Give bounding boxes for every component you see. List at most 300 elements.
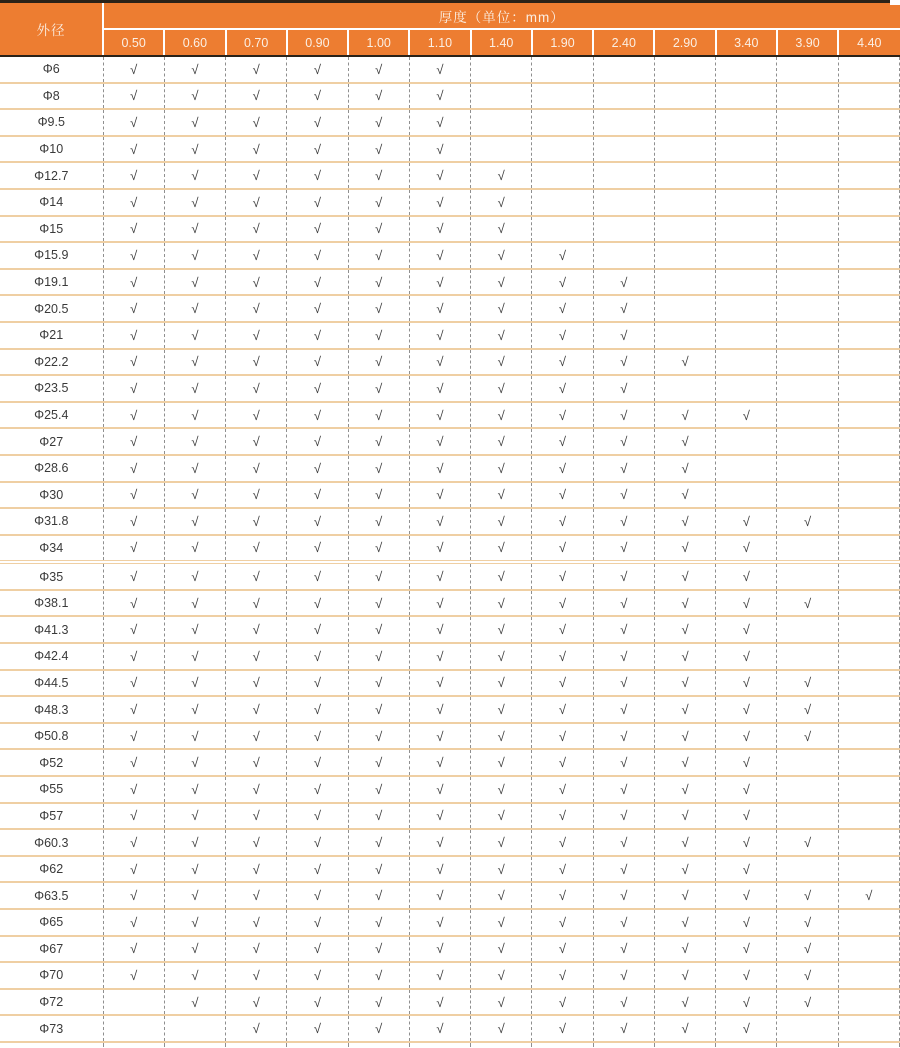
check-cell-checked: √ bbox=[348, 349, 409, 376]
check-cell-checked: √ bbox=[654, 909, 715, 936]
check-cell-checked: √ bbox=[287, 375, 348, 402]
check-cell-checked: √ bbox=[348, 882, 409, 909]
thickness-col-header: 3.40 bbox=[716, 29, 777, 56]
check-cell-empty bbox=[471, 56, 532, 83]
check-cell-empty bbox=[838, 829, 899, 856]
table-row bbox=[0, 109, 900, 136]
table-row bbox=[0, 643, 900, 670]
check-cell-checked: √ bbox=[409, 670, 470, 697]
check-cell-checked: √ bbox=[348, 482, 409, 509]
check-cell-checked: √ bbox=[593, 482, 654, 509]
check-cell-checked: √ bbox=[164, 723, 225, 750]
diameter-cell: Φ50.8 bbox=[0, 723, 103, 750]
partial-cell bbox=[532, 1042, 593, 1047]
check-cell-checked: √ bbox=[103, 909, 164, 936]
check-cell-checked: √ bbox=[164, 882, 225, 909]
check-cell-checked: √ bbox=[287, 189, 348, 216]
thickness-col-header: 1.90 bbox=[532, 29, 593, 56]
check-cell-checked: √ bbox=[409, 856, 470, 883]
check-cell-checked: √ bbox=[226, 829, 287, 856]
check-cell-checked: √ bbox=[164, 962, 225, 989]
check-cell-empty bbox=[593, 162, 654, 189]
check-cell-checked: √ bbox=[471, 402, 532, 429]
check-cell-empty bbox=[838, 962, 899, 989]
diameter-cell: Φ15 bbox=[0, 216, 103, 243]
check-cell-empty bbox=[838, 643, 899, 670]
check-cell-checked: √ bbox=[409, 696, 470, 723]
check-cell-empty bbox=[654, 56, 715, 83]
check-cell-checked: √ bbox=[593, 749, 654, 776]
partial-cell bbox=[716, 1042, 777, 1047]
check-cell-checked: √ bbox=[348, 402, 409, 429]
check-cell-checked: √ bbox=[287, 882, 348, 909]
check-cell-checked: √ bbox=[287, 83, 348, 110]
check-cell-checked: √ bbox=[409, 803, 470, 830]
check-cell-checked: √ bbox=[532, 508, 593, 535]
partial-cell bbox=[471, 1042, 532, 1047]
check-cell-checked: √ bbox=[409, 295, 470, 322]
check-cell-checked: √ bbox=[164, 83, 225, 110]
check-cell-empty bbox=[777, 242, 838, 269]
check-cell-checked: √ bbox=[226, 776, 287, 803]
check-cell-empty bbox=[838, 776, 899, 803]
check-cell-empty bbox=[838, 616, 899, 643]
check-cell-checked: √ bbox=[103, 56, 164, 83]
diameter-cell: Φ28.6 bbox=[0, 455, 103, 482]
check-cell-checked: √ bbox=[226, 242, 287, 269]
check-cell-checked: √ bbox=[471, 455, 532, 482]
check-cell-checked: √ bbox=[471, 856, 532, 883]
check-cell-empty bbox=[838, 1015, 899, 1042]
check-cell-empty bbox=[593, 189, 654, 216]
check-cell-checked: √ bbox=[226, 482, 287, 509]
check-cell-empty bbox=[838, 696, 899, 723]
check-cell-checked: √ bbox=[287, 936, 348, 963]
check-cell-checked: √ bbox=[777, 989, 838, 1016]
check-cell-checked: √ bbox=[532, 455, 593, 482]
check-cell-empty bbox=[716, 455, 777, 482]
check-cell-checked: √ bbox=[654, 428, 715, 455]
table-row bbox=[0, 269, 900, 296]
check-cell-checked: √ bbox=[654, 829, 715, 856]
table-row bbox=[0, 590, 900, 617]
check-cell-empty bbox=[654, 375, 715, 402]
check-cell-checked: √ bbox=[471, 375, 532, 402]
check-cell-empty bbox=[532, 216, 593, 243]
check-cell-checked: √ bbox=[287, 535, 348, 563]
check-cell-checked: √ bbox=[838, 882, 899, 909]
check-cell-checked: √ bbox=[164, 670, 225, 697]
check-cell-empty bbox=[777, 803, 838, 830]
partial-cell bbox=[348, 1042, 409, 1047]
check-cell-empty bbox=[777, 428, 838, 455]
check-cell-checked: √ bbox=[164, 189, 225, 216]
check-cell-checked: √ bbox=[532, 962, 593, 989]
check-cell-checked: √ bbox=[409, 189, 470, 216]
check-cell-checked: √ bbox=[226, 189, 287, 216]
check-cell-checked: √ bbox=[226, 269, 287, 296]
check-cell-empty bbox=[777, 56, 838, 83]
check-cell-checked: √ bbox=[287, 428, 348, 455]
check-cell-checked: √ bbox=[593, 322, 654, 349]
check-cell-checked: √ bbox=[716, 670, 777, 697]
check-cell-checked: √ bbox=[532, 295, 593, 322]
check-cell-checked: √ bbox=[471, 482, 532, 509]
thickness-col-header: 4.40 bbox=[838, 29, 899, 56]
check-cell-checked: √ bbox=[164, 696, 225, 723]
check-cell-checked: √ bbox=[471, 428, 532, 455]
check-cell-checked: √ bbox=[164, 562, 225, 590]
check-cell-checked: √ bbox=[409, 882, 470, 909]
check-cell-checked: √ bbox=[103, 562, 164, 590]
check-cell-checked: √ bbox=[348, 936, 409, 963]
check-cell-empty bbox=[103, 989, 164, 1016]
check-cell-checked: √ bbox=[654, 776, 715, 803]
check-cell-empty bbox=[654, 189, 715, 216]
check-cell-checked: √ bbox=[287, 136, 348, 163]
check-cell-checked: √ bbox=[164, 216, 225, 243]
check-cell-checked: √ bbox=[409, 269, 470, 296]
table-row bbox=[0, 616, 900, 643]
check-cell-checked: √ bbox=[103, 590, 164, 617]
check-cell-empty bbox=[471, 136, 532, 163]
check-cell-empty bbox=[838, 723, 899, 750]
check-cell-checked: √ bbox=[593, 455, 654, 482]
check-cell-empty bbox=[777, 616, 838, 643]
check-cell-checked: √ bbox=[654, 962, 715, 989]
check-cell-checked: √ bbox=[103, 936, 164, 963]
partial-cell bbox=[777, 1042, 838, 1047]
check-cell-empty bbox=[471, 109, 532, 136]
check-cell-checked: √ bbox=[226, 909, 287, 936]
check-cell-checked: √ bbox=[777, 882, 838, 909]
check-cell-checked: √ bbox=[226, 590, 287, 617]
check-cell-checked: √ bbox=[471, 723, 532, 750]
check-cell-checked: √ bbox=[226, 882, 287, 909]
check-cell-checked: √ bbox=[103, 643, 164, 670]
diameter-cell: Φ38.1 bbox=[0, 590, 103, 617]
check-cell-checked: √ bbox=[532, 402, 593, 429]
check-cell-empty bbox=[716, 56, 777, 83]
diameter-cell: Φ62 bbox=[0, 856, 103, 883]
check-cell-checked: √ bbox=[471, 962, 532, 989]
check-cell-checked: √ bbox=[593, 295, 654, 322]
check-cell-checked: √ bbox=[348, 1015, 409, 1042]
check-cell-checked: √ bbox=[471, 216, 532, 243]
check-cell-checked: √ bbox=[654, 882, 715, 909]
diameter-cell: Φ8 bbox=[0, 83, 103, 110]
check-cell-empty bbox=[777, 455, 838, 482]
check-cell-checked: √ bbox=[287, 562, 348, 590]
check-cell-checked: √ bbox=[777, 962, 838, 989]
check-cell-checked: √ bbox=[348, 455, 409, 482]
check-cell-empty bbox=[654, 162, 715, 189]
check-cell-empty bbox=[532, 162, 593, 189]
check-cell-checked: √ bbox=[348, 909, 409, 936]
check-cell-empty bbox=[777, 856, 838, 883]
check-cell-checked: √ bbox=[226, 696, 287, 723]
table-body bbox=[0, 56, 900, 1047]
thickness-col-header: 1.00 bbox=[348, 29, 409, 56]
table-row bbox=[0, 189, 900, 216]
diameter-cell: Φ14 bbox=[0, 189, 103, 216]
check-cell-checked: √ bbox=[409, 723, 470, 750]
check-cell-checked: √ bbox=[654, 402, 715, 429]
check-cell-checked: √ bbox=[164, 482, 225, 509]
check-cell-checked: √ bbox=[654, 696, 715, 723]
check-cell-empty bbox=[777, 162, 838, 189]
check-cell-checked: √ bbox=[226, 455, 287, 482]
check-cell-checked: √ bbox=[348, 269, 409, 296]
check-cell-checked: √ bbox=[654, 349, 715, 376]
diameter-cell: Φ34 bbox=[0, 535, 103, 563]
table-row bbox=[0, 242, 900, 269]
check-cell-checked: √ bbox=[777, 696, 838, 723]
check-cell-checked: √ bbox=[593, 269, 654, 296]
check-cell-checked: √ bbox=[287, 670, 348, 697]
diameter-cell: Φ52 bbox=[0, 749, 103, 776]
check-cell-checked: √ bbox=[654, 482, 715, 509]
diameter-cell: Φ42.4 bbox=[0, 643, 103, 670]
check-cell-checked: √ bbox=[593, 1015, 654, 1042]
check-cell-empty bbox=[777, 295, 838, 322]
check-cell-checked: √ bbox=[777, 508, 838, 535]
top-right-notch bbox=[890, 0, 900, 5]
check-cell-empty bbox=[716, 136, 777, 163]
check-cell-checked: √ bbox=[164, 349, 225, 376]
check-cell-checked: √ bbox=[716, 402, 777, 429]
check-cell-checked: √ bbox=[471, 749, 532, 776]
check-cell-checked: √ bbox=[654, 670, 715, 697]
check-cell-checked: √ bbox=[287, 723, 348, 750]
check-cell-checked: √ bbox=[654, 643, 715, 670]
diameter-cell: Φ21 bbox=[0, 322, 103, 349]
check-cell-checked: √ bbox=[226, 136, 287, 163]
partial-cell bbox=[593, 1042, 654, 1047]
check-cell-empty bbox=[777, 482, 838, 509]
check-cell-checked: √ bbox=[716, 962, 777, 989]
check-cell-empty bbox=[716, 295, 777, 322]
check-cell-checked: √ bbox=[409, 162, 470, 189]
partial-cell bbox=[0, 1042, 103, 1047]
table-row bbox=[0, 829, 900, 856]
check-cell-empty bbox=[838, 322, 899, 349]
check-cell-checked: √ bbox=[287, 216, 348, 243]
check-cell-empty bbox=[593, 56, 654, 83]
check-cell-checked: √ bbox=[287, 616, 348, 643]
check-cell-checked: √ bbox=[593, 508, 654, 535]
check-cell-empty bbox=[838, 909, 899, 936]
check-cell-empty bbox=[716, 216, 777, 243]
check-cell-checked: √ bbox=[777, 590, 838, 617]
check-cell-checked: √ bbox=[409, 535, 470, 563]
check-cell-empty bbox=[838, 402, 899, 429]
check-cell-checked: √ bbox=[471, 670, 532, 697]
check-cell-empty bbox=[838, 803, 899, 830]
check-cell-checked: √ bbox=[532, 856, 593, 883]
check-cell-checked: √ bbox=[532, 590, 593, 617]
check-cell-checked: √ bbox=[532, 1015, 593, 1042]
check-cell-checked: √ bbox=[103, 402, 164, 429]
check-cell-empty bbox=[777, 402, 838, 429]
check-cell-checked: √ bbox=[532, 776, 593, 803]
check-cell-checked: √ bbox=[409, 936, 470, 963]
check-cell-checked: √ bbox=[471, 909, 532, 936]
table-row bbox=[0, 882, 900, 909]
check-cell-checked: √ bbox=[532, 696, 593, 723]
check-cell-checked: √ bbox=[471, 322, 532, 349]
check-cell-checked: √ bbox=[226, 508, 287, 535]
check-cell-checked: √ bbox=[287, 829, 348, 856]
check-cell-checked: √ bbox=[654, 936, 715, 963]
check-cell-empty bbox=[838, 749, 899, 776]
check-cell-checked: √ bbox=[103, 508, 164, 535]
check-cell-checked: √ bbox=[409, 962, 470, 989]
check-cell-checked: √ bbox=[226, 723, 287, 750]
check-cell-empty bbox=[654, 136, 715, 163]
check-cell-checked: √ bbox=[287, 56, 348, 83]
check-cell-empty bbox=[838, 508, 899, 535]
check-cell-checked: √ bbox=[287, 109, 348, 136]
diameter-cell: Φ9.5 bbox=[0, 109, 103, 136]
check-cell-empty bbox=[838, 562, 899, 590]
check-cell-checked: √ bbox=[716, 909, 777, 936]
diameter-cell: Φ12.7 bbox=[0, 162, 103, 189]
check-cell-checked: √ bbox=[348, 375, 409, 402]
check-cell-empty bbox=[532, 189, 593, 216]
check-cell-checked: √ bbox=[593, 643, 654, 670]
thickness-col-header: 0.70 bbox=[226, 29, 287, 56]
check-cell-checked: √ bbox=[164, 616, 225, 643]
check-cell-checked: √ bbox=[716, 776, 777, 803]
check-cell-checked: √ bbox=[226, 670, 287, 697]
check-cell-empty bbox=[164, 1015, 225, 1042]
check-cell-checked: √ bbox=[593, 428, 654, 455]
check-cell-checked: √ bbox=[103, 295, 164, 322]
check-cell-empty bbox=[838, 455, 899, 482]
check-cell-checked: √ bbox=[226, 428, 287, 455]
table-row bbox=[0, 428, 900, 455]
check-cell-empty bbox=[103, 1015, 164, 1042]
check-cell-checked: √ bbox=[532, 428, 593, 455]
check-cell-empty bbox=[716, 269, 777, 296]
check-cell-checked: √ bbox=[654, 989, 715, 1016]
check-cell-checked: √ bbox=[226, 1015, 287, 1042]
check-cell-empty bbox=[777, 535, 838, 563]
check-cell-empty bbox=[716, 242, 777, 269]
check-cell-checked: √ bbox=[471, 349, 532, 376]
check-cell-empty bbox=[716, 349, 777, 376]
check-cell-checked: √ bbox=[593, 562, 654, 590]
check-cell-checked: √ bbox=[226, 616, 287, 643]
diameter-cell: Φ23.5 bbox=[0, 375, 103, 402]
check-cell-checked: √ bbox=[409, 349, 470, 376]
check-cell-checked: √ bbox=[103, 428, 164, 455]
table-row bbox=[0, 856, 900, 883]
table-row bbox=[0, 349, 900, 376]
diameter-cell: Φ44.5 bbox=[0, 670, 103, 697]
check-cell-checked: √ bbox=[409, 749, 470, 776]
check-cell-checked: √ bbox=[532, 882, 593, 909]
check-cell-empty bbox=[838, 989, 899, 1016]
check-cell-checked: √ bbox=[409, 109, 470, 136]
check-cell-empty bbox=[777, 322, 838, 349]
check-cell-checked: √ bbox=[777, 723, 838, 750]
check-cell-checked: √ bbox=[348, 643, 409, 670]
thickness-col-header: 0.60 bbox=[164, 29, 225, 56]
check-cell-checked: √ bbox=[164, 535, 225, 563]
check-cell-checked: √ bbox=[103, 482, 164, 509]
diameter-cell: Φ10 bbox=[0, 136, 103, 163]
check-cell-checked: √ bbox=[287, 749, 348, 776]
diameter-cell: Φ73 bbox=[0, 1015, 103, 1042]
check-cell-empty bbox=[716, 322, 777, 349]
check-cell-checked: √ bbox=[654, 455, 715, 482]
check-cell-checked: √ bbox=[348, 189, 409, 216]
thickness-group-header: 厚度（单位：mm） bbox=[103, 2, 900, 30]
check-cell-checked: √ bbox=[471, 508, 532, 535]
check-cell-checked: √ bbox=[409, 1015, 470, 1042]
check-cell-checked: √ bbox=[103, 349, 164, 376]
check-cell-checked: √ bbox=[409, 83, 470, 110]
diameter-cell: Φ70 bbox=[0, 962, 103, 989]
check-cell-checked: √ bbox=[409, 428, 470, 455]
check-cell-checked: √ bbox=[409, 909, 470, 936]
check-cell-checked: √ bbox=[164, 803, 225, 830]
check-cell-checked: √ bbox=[287, 803, 348, 830]
check-cell-checked: √ bbox=[593, 616, 654, 643]
diameter-cell: Φ65 bbox=[0, 909, 103, 936]
check-cell-empty bbox=[777, 643, 838, 670]
check-cell-checked: √ bbox=[103, 723, 164, 750]
check-cell-empty bbox=[532, 56, 593, 83]
check-cell-checked: √ bbox=[409, 402, 470, 429]
check-cell-checked: √ bbox=[532, 749, 593, 776]
diameter-cell: Φ20.5 bbox=[0, 295, 103, 322]
check-cell-checked: √ bbox=[471, 616, 532, 643]
check-cell-empty bbox=[838, 269, 899, 296]
check-cell-checked: √ bbox=[716, 643, 777, 670]
check-cell-checked: √ bbox=[348, 803, 409, 830]
check-cell-checked: √ bbox=[103, 776, 164, 803]
check-cell-checked: √ bbox=[164, 109, 225, 136]
check-cell-checked: √ bbox=[226, 162, 287, 189]
check-cell-checked: √ bbox=[226, 962, 287, 989]
diameter-cell: Φ55 bbox=[0, 776, 103, 803]
table-row bbox=[0, 723, 900, 750]
thickness-col-header: 2.90 bbox=[654, 29, 715, 56]
check-cell-checked: √ bbox=[164, 455, 225, 482]
check-cell-empty bbox=[654, 322, 715, 349]
check-cell-checked: √ bbox=[348, 216, 409, 243]
check-cell-checked: √ bbox=[716, 989, 777, 1016]
check-cell-checked: √ bbox=[226, 749, 287, 776]
table-row bbox=[0, 749, 900, 776]
check-cell-checked: √ bbox=[103, 162, 164, 189]
check-cell-empty bbox=[777, 216, 838, 243]
check-cell-checked: √ bbox=[409, 562, 470, 590]
check-cell-checked: √ bbox=[409, 455, 470, 482]
check-cell-checked: √ bbox=[226, 989, 287, 1016]
check-cell-checked: √ bbox=[226, 535, 287, 563]
check-cell-checked: √ bbox=[471, 269, 532, 296]
check-cell-checked: √ bbox=[593, 375, 654, 402]
check-cell-empty bbox=[777, 562, 838, 590]
check-cell-checked: √ bbox=[164, 590, 225, 617]
check-cell-checked: √ bbox=[348, 322, 409, 349]
check-cell-checked: √ bbox=[103, 322, 164, 349]
partial-cell bbox=[409, 1042, 470, 1047]
